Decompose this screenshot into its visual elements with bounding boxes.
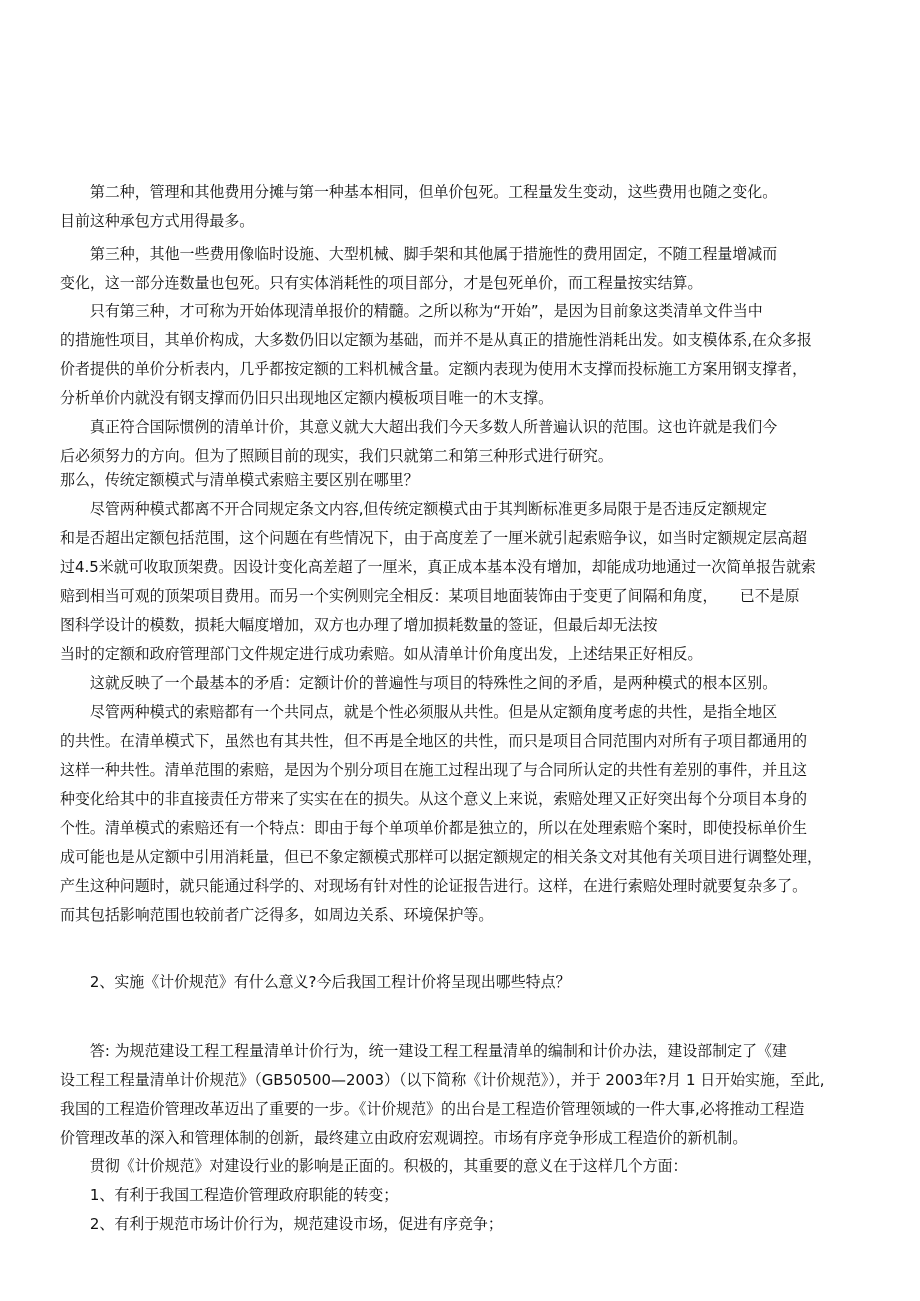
text-line: 尽管两种模式的索赔都有一个共同点，就是个性必须服从共性。但是从定额角度考虑的共性，是指全地区 [89,703,778,721]
question-heading [60,466,890,495]
text-line: 价者提供的单价分析表内，几乎都按定额的工料机械含量。定额内表现为使用木支撑而投标施工方案用钢支撑者， [60,360,808,378]
text-line: 尽管两种模式都离不开合同规定条文内容,但传统定额模式由于其判断标准更多局限于是否违反定额规定 [89,500,767,518]
text-line: 产生这种问题时，就只能通过科学的、对现场有针对性的论证报告进行。这样，在进行索赔处理时就要复杂多了。 [60,877,808,895]
text-line: 只有第三种，才可称为开始体现清单报价的精髓。之所以称为“开始”，是因为目前象这类清单文件当中 [89,302,763,320]
text-line: 种变化给其中的非直接责任方带来了实实在在的损失。从这个意义上来说，索赔处理又正好突出每个分项目本身的 [60,790,808,808]
text-line: 个性。清单模式的索赔还有一个特点：即由于每个单项单价都是独立的，所以在处理索赔个案时，即使投标单价生 [60,819,808,837]
text-line: 图科学设计的模数，损耗大幅度增加，双方也办理了增加损耗数量的签证，但最后却无法按 [60,616,658,634]
text-line: 分析单价内就没有钢支撑而仍旧只出现地区定额内模板项目唯一的木支撑。 [60,389,554,407]
list-item-1 [60,1181,890,1210]
text-line: 的措施性项目，其单价构成，大多数仍旧以定额为基础，而并不是从真正的措施性消耗出发。如支模体系,在众多报 [60,331,812,349]
paragraph-essence [60,297,890,413]
paragraph-claims-difference [60,495,890,669]
text-line: 而其包括影响范围也较前者广泛得多，如周边关系、环境保护等。 [60,906,494,924]
text-line: 过4.5米就可收取顶架费。因设计变化高差超了一厘米，真正成本基本没有增加，却能成功地通过一次简单报告就索 [60,558,816,576]
text-line: 变化，这一部分连数量也包死。只有实体消耗性的项目部分，才是包死单价，而工程量按实结算。 [60,274,703,292]
text-line: 的共性。在清单模式下，虽然也有其共性，但不再是全地区的共性，而只是项目合同范围内对所有子项目都通用的 [60,732,808,750]
text-line: 成可能也是从定额中引用消耗量，但已不象定额模式那样可以据定额规定的相关条文对其他有关项目进行调整处理， [60,848,822,866]
text-line: 真正符合国际惯例的清单计价，其意义就大大超出我们今天多数人所普遍认识的范围。这也许就是我们今 [89,418,778,436]
paragraph-basic-contradiction [60,669,890,698]
text-line: 价管理改革的深入和管理体制的创新，最终建立由政府宏观调控。市场有序竞争形成工程造价的新机制。 [60,1129,748,1147]
text-line: 后必须努力的方向。但为了照顾目前的现实，我们只就第二和第三种形式进行研究。 [60,447,613,465]
text-line: 设工程工程量清单计价规范》（GB50500—2003）（以下简称《计价规范》），并于 2003年?月 1 日开始实施，至此, [60,1071,825,1089]
section-question-2 [60,968,890,997]
text-line: 答: 为规范建设工程工程量清单计价行为，统一建设工程工程量清单的编制和计价办法，建设部制定了《建 [89,1042,787,1060]
text-line: 和是否超出定额包括范围，这个问题在有些情况下，由于高度差了一厘米就引起索赔争议，如当时定额规定层高超 [60,529,808,547]
paragraph-impact [60,1152,890,1181]
text-line: 2、实施《计价规范》有什么意义?今后我国工程计价将呈现出哪些特点？ [89,973,571,991]
paragraph-third-type [60,240,890,298]
text-line: 我国的工程造价管理改革迈出了重要的一步。《计价规范》的出台是工程造价管理领域的一件大事,必将推动工程造 [60,1100,805,1118]
text-line: 第二种，管理和其他费用分摊与第一种基本相同，但单价包死。工程量发生变动，这些费用也随之变化。 [89,183,778,201]
text-line: 赔到相当可观的顶架项目费用。而另一个实例则完全相反：某项目地面装饰由于变更了间隔和角度， 已不是原 [60,587,800,605]
text-line: 第三种，其他一些费用像临时设施、大型机械、脚手架和其他属于措施性的费用固定，不随工程量增减而 [89,245,778,263]
text-line: 当时的定额和政府管理部门文件规定进行成功索赔。如从清单计价角度出发，上述结果正好相反。 [60,645,703,663]
paragraph-second-type [60,178,890,236]
text-line: 这样一种共性。清单范围的索赔，是因为个别分项目在施工过程出现了与合同所认定的共性有差别的事件，并且这 [60,761,808,779]
paragraph-international-practice [60,413,890,471]
text-line: 1、有利于我国工程造价管理政府职能的转变； [89,1186,399,1204]
paragraph-common-point [60,698,890,930]
text-line: 那么，传统定额模式与清单模式索赔主要区别在哪里？ [60,471,419,489]
text-line: 2、有利于规范市场计价行为，规范建设市场，促进有序竞争； [89,1215,503,1233]
paragraph-answer [60,1037,890,1153]
list-item-2 [60,1210,890,1239]
text-line: 目前这种承包方式用得最多。 [60,212,255,230]
text-line: 这就反映了一个最基本的矛盾：定额计价的普遍性与项目的特殊性之间的矛盾，是两种模式的根本区别。 [89,674,778,692]
text-line: 贯彻《计价规范》对建设行业的影响是正面的。积极的，其重要的意义在于这样几个方面： [89,1157,688,1175]
